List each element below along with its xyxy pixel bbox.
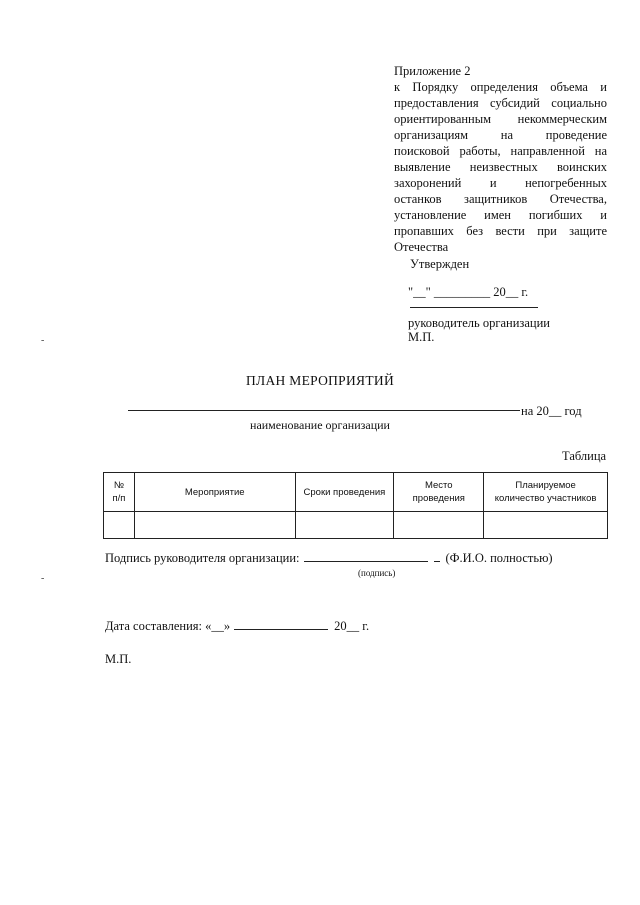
signature-blank[interactable] [304, 561, 428, 562]
header-number-line1: № [113, 480, 125, 491]
margin-mark: - [41, 335, 45, 346]
organization-name-caption: наименование организации [250, 418, 390, 432]
appendix-line: предоставления субсидий социально [394, 96, 607, 110]
appendix-line: организациям на проведение [394, 128, 607, 142]
head-role-caption: руководитель организации [408, 316, 550, 330]
header-participants-line1: Планируемое [515, 480, 576, 491]
plan-year: на 20__ год [521, 404, 582, 418]
organization-name-line [128, 410, 520, 411]
appendix-line: Приложение 2 [394, 64, 471, 78]
approval-signature-line [410, 307, 538, 308]
compiled-month-blank[interactable] [234, 629, 328, 630]
fio-blank[interactable] [434, 561, 440, 562]
compiled-date-row [105, 619, 369, 634]
compiled-date-label: Дата составления: «__» [105, 619, 231, 633]
appendix-line: выявление неизвестных воинских [394, 160, 607, 174]
appendix-line: Отечества [394, 240, 449, 254]
appendix-line: ориентированным некоммерческим [394, 112, 607, 126]
appendix-line: к Порядку определения объема и [394, 80, 607, 94]
appendix-line: поисковой работы, направленной на [394, 144, 607, 158]
stamp-label-bottom: М.П. [105, 652, 132, 666]
stamp-label: М.П. [408, 330, 435, 344]
appendix-line: останков защитников Отечества, [394, 192, 607, 206]
header-dates: Сроки проведения [295, 473, 394, 512]
table-label: Таблица [562, 449, 607, 463]
fio-caption: (Ф.И.О. полностью) [445, 551, 553, 565]
signature-row [105, 551, 553, 566]
header-number-line2: п/п [112, 493, 126, 504]
table-cell[interactable] [134, 512, 295, 539]
table-header-row [104, 473, 608, 512]
header-number [104, 473, 135, 512]
document-title: ПЛАН МЕРОПРИЯТИЙ [245, 373, 394, 388]
table-cell[interactable] [484, 512, 608, 539]
signature-caption: (подпись) [358, 568, 396, 578]
header-participants-line2: количество участников [494, 493, 597, 504]
header-place [394, 473, 484, 512]
header-place-line1: Место [424, 480, 453, 491]
header-event: Мероприятие [134, 473, 295, 512]
header-place-line2: проведения [412, 493, 465, 504]
table-cell[interactable] [104, 512, 135, 539]
events-table [103, 472, 608, 539]
appendix-line: пропавших без вести при защите [394, 224, 607, 238]
table-cell[interactable] [394, 512, 484, 539]
table-cell[interactable] [295, 512, 394, 539]
approval-date-line: "__" _________ 20__ г. [408, 285, 529, 299]
appendix-line: захоронений и непогребенных [394, 176, 607, 190]
table-row [104, 512, 608, 539]
margin-mark: - [41, 573, 45, 584]
compiled-year: 20__ г. [334, 619, 370, 633]
appendix-line: установление имен погибших и [394, 208, 607, 222]
signature-label: Подпись руководителя организации: [105, 551, 300, 565]
header-participants [484, 473, 608, 512]
appendix-block [394, 63, 607, 255]
approved-label: Утвержден [410, 257, 470, 271]
